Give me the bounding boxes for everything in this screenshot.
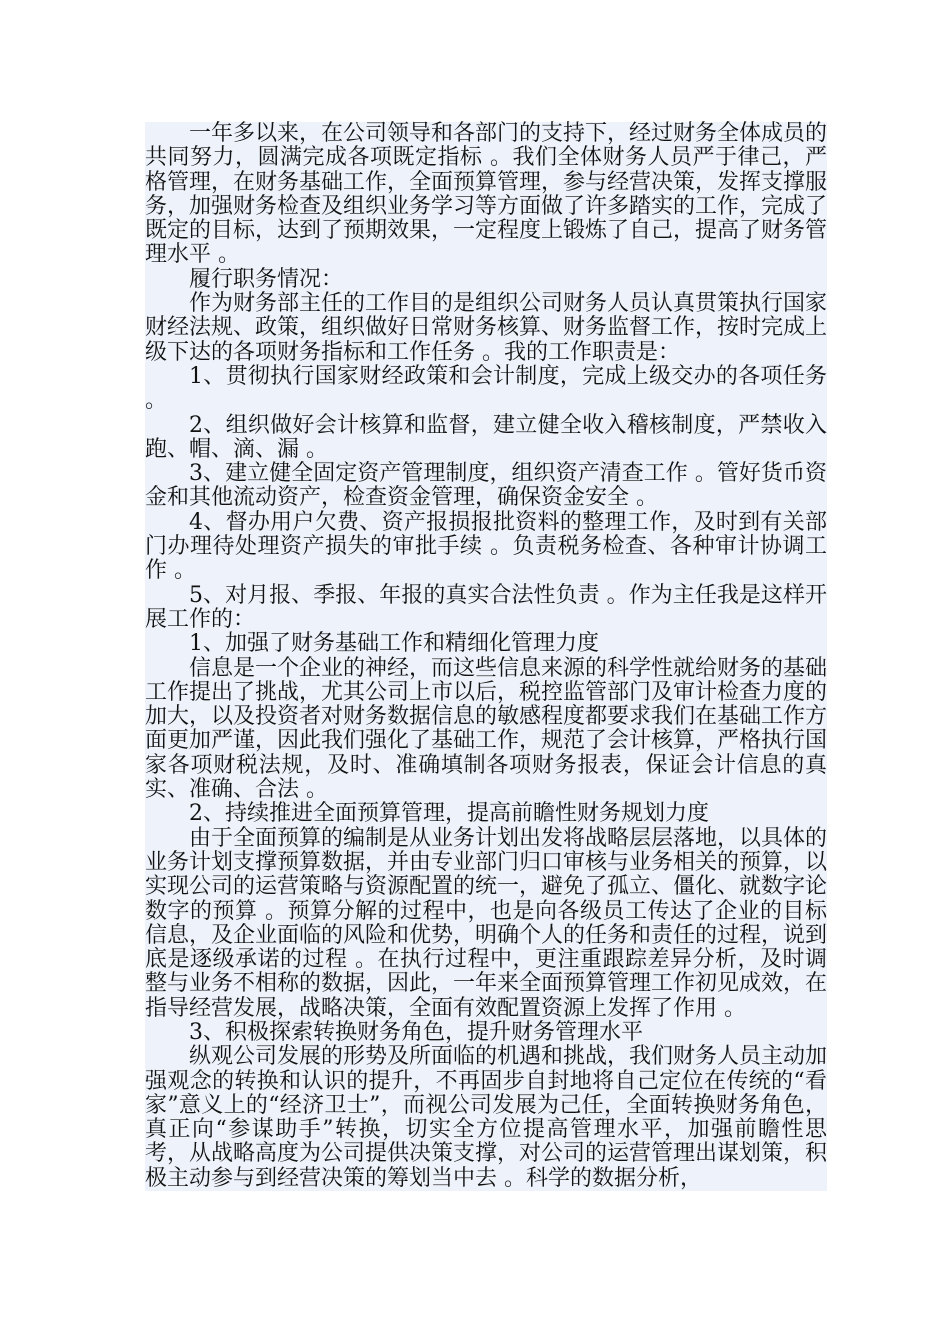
section-heading-3: 3、积极探索转换财务角色，提升财务管理水平 bbox=[189, 1019, 643, 1045]
paragraph-duty-heading: 履行职务情况： bbox=[189, 266, 344, 292]
paragraph-duty-5: 5、对月报、季报、年报的真实合法性负责 。作为主任我是这样开展工作的： bbox=[145, 582, 827, 632]
paragraph-section-2: 由于全面预算的编制是从业务计划出发将战略层层落地，以具体的业务计划支撑预算数据，并由专业部门归口审核与业务相关的预算，以实现公司的运营策略与资源配置的统一，避免了孤立、僵化、就数字论数字的预算 。预算分解的过程中，也是向各级员工传达了企业的目标信息，及企业面临的风险和优势，明确个人的任务和责任的过程，说到底是逐级承诺的过程 。在执行过程中，更注重跟踪差异分析，及时调整与业务不相称的数据，因此，一年来全面预算管理工作初见成效，在指导经营发展，战略决策，全面有效配置资源上发挥了作用 。 bbox=[145, 825, 828, 1021]
section-heading-1: 1、加强了财务基础工作和精细化管理力度 bbox=[189, 631, 599, 657]
paragraph-section-1: 信息是一个企业的神经，而这些信息来源的科学性就给财务的基础工作提出了挑战，尤其公司上市以后，税控监管部门及审计检查力度的加大，以及投资者对财务数据信息的敏感程度都要求我们在基础工作方面更加严谨，因此我们强化了基础工作，规范了会计核算，严格执行国家各项财税法规，及时、准确填制各项财务报表，保证会计信息的真实、准确、合法 。 bbox=[145, 655, 828, 803]
paragraph-duty-1: 1、贯彻执行国家财经政策和会计制度，完成上级交办的各项任务 。 bbox=[145, 363, 827, 414]
paragraph-work-purpose: 作为财务部主任的工作目的是组织公司财务人员认真贯策执行国家财经法规、政策，组织做好日常财务核算、财务监督工作，按时完成上级下达的各项财务指标和工作任务 。我的工作职责是： bbox=[145, 291, 828, 365]
section-heading-2: 2、持续推进全面预算管理，提高前瞻性财务规划力度 bbox=[189, 801, 709, 827]
body-text bbox=[145, 122, 827, 1191]
paragraph-duty-2: 2、组织做好会计核算和监督，建立健全收入稽核制度，严禁收入跑、帽、滴、漏 。 bbox=[145, 412, 827, 462]
paragraph-duty-4: 4、督办用户欠费、资产报损报批资料的整理工作，及时到有关部门办理待处理资产损失的审批手续 。负责税务检查、各种审计协调工作 。 bbox=[145, 509, 827, 584]
paragraph-section-3: 纵观公司发展的形势及所面临的机遇和挑战，我们财务人员主动加强观念的转换和认识的提升，不再固步自封地将自己定位在传统的“看家”意义上的“经济卫士”，而视公司发展为己任，全面转换财务角色，真正向“参谋助手”转换，切实全方位提高管理水平，加强前瞻性思考，从战略高度为公司提供决策支撑，对公司的运营管理出谋划策，积极主动参与到经营决策的筹划当中去 。科学的数据分析， bbox=[145, 1044, 828, 1191]
paragraph-intro: 一年多以来，在公司领导和各部门的支持下，经过财务全体成员的共同努力，圆满完成各项既定指标 。我们全体财务人员严于律己，严格管理，在财务基础工作，全面预算管理，参与经营决策，发挥支撑服务，加强财务检查及组织业务学习等方面做了许多踏实的工作，完成了既定的目标，达到了预期效果，一定程度上锻炼了自己，提高了财务管理水平 。 bbox=[145, 121, 828, 268]
paragraph-duty-3: 3、建立健全固定资产管理制度，组织资产清查工作 。管好货币资金和其他流动资产，检查资金管理，确保资金安全 。 bbox=[145, 461, 827, 511]
